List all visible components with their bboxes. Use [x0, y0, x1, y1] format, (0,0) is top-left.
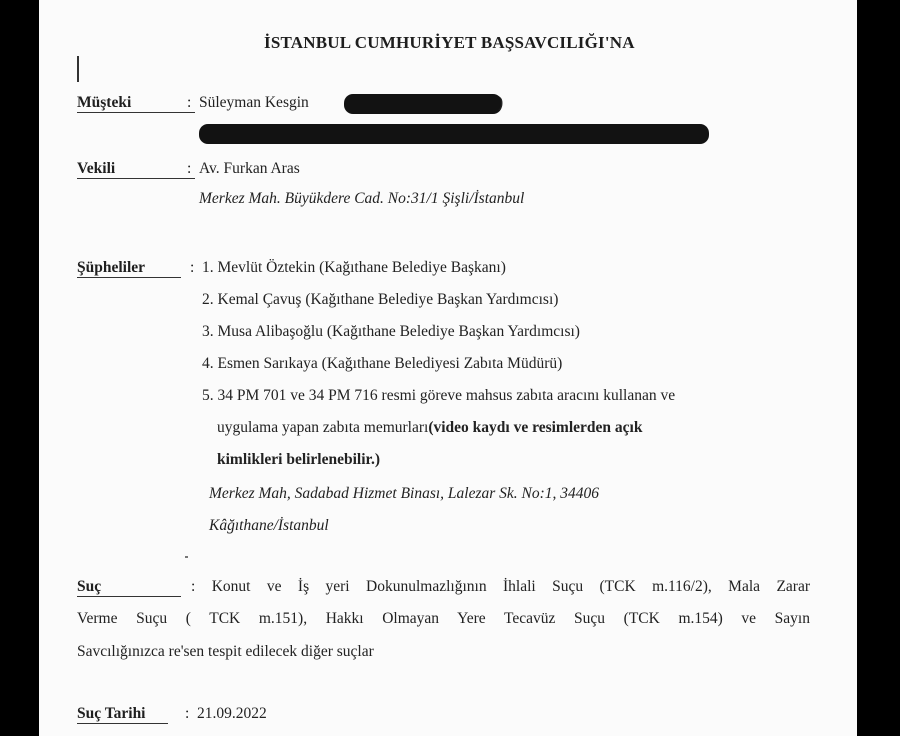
redaction-bar-address [199, 124, 709, 144]
suc-tarihi-label: Suç Tarihi [77, 705, 168, 724]
musteki-colon: : [187, 94, 192, 111]
suspect-item-5-line2-normal: uygulama yapan zabıta memurları [217, 419, 429, 436]
supheliler-address-line2: Kâğıthane/İstanbul [209, 517, 329, 534]
suc-line1: : Konut ve İş yeri Dokunulmazlığının İhlali Suçu (TCK m.116/2), Mala Zarar [191, 578, 810, 595]
suspect-item-4: 4. Esmen Sarıkaya (Kağıthane Belediyesi Zabıta Müdürü) [202, 355, 563, 372]
redaction-bar [344, 94, 502, 114]
vekili-address: Merkez Mah. Büyükdere Cad. No:31/1 Şişli/İstanbul [199, 190, 525, 207]
supheliler-address-line1: Merkez Mah, Sadabad Hizmet Binası, Lalezar Sk. No:1, 34406 [209, 485, 600, 502]
vekili-name: Av. Furkan Aras [199, 160, 300, 177]
suc-line2: Verme Suçu ( TCK m.151), Hakkı Olmayan Yere Tecavüz Suçu (TCK m.154) ve Sayın [77, 610, 810, 627]
suspect-item-5: 5. 34 PM 701 ve 34 PM 716 resmi göreve mahsus zabıta aracını kullanan ve [202, 387, 676, 404]
suc-tarihi-value: 21.09.2022 [197, 705, 267, 722]
musteki-label: Müşteki [77, 94, 195, 113]
suspect-item-1: 1. Mevlüt Öztekin (Kağıthane Belediye Başkanı) [202, 259, 506, 276]
vekili-label: Vekili [77, 160, 195, 179]
vekili-colon: : [187, 160, 192, 177]
text-cursor [77, 56, 79, 82]
suspect-item-5-line3: kimlikleri belirlenebilir.) [217, 451, 381, 468]
suspect-item-3: 3. Musa Alibaşoğlu (Kağıthane Belediye Başkan Yardımcısı) [202, 323, 580, 340]
document-title: İSTANBUL CUMHURİYET BAŞSAVCILIĞI'NA [264, 33, 635, 52]
supheliler-colon: : [190, 259, 195, 276]
supheliler-label: Şüpheliler [77, 259, 181, 278]
suspect-item-5-line2-bold: (video kaydı ve resimlerden açık [428, 419, 643, 436]
suc-line3: Savcılığınızca re'sen tespit edilecek diğer suçlar [77, 643, 374, 660]
suc-label: Suç [77, 578, 181, 597]
suc-tarihi-colon: : [185, 705, 190, 722]
suspect-item-2: 2. Kemal Çavuş (Kağıthane Belediye Başkan Yardımcısı) [202, 291, 559, 308]
musteki-trailing: ) [498, 94, 504, 111]
suspect-item-5-line2 [217, 419, 642, 437]
document-page [39, 0, 857, 736]
musteki-name: Süleyman Kesgin [199, 94, 309, 111]
speck [185, 556, 188, 558]
